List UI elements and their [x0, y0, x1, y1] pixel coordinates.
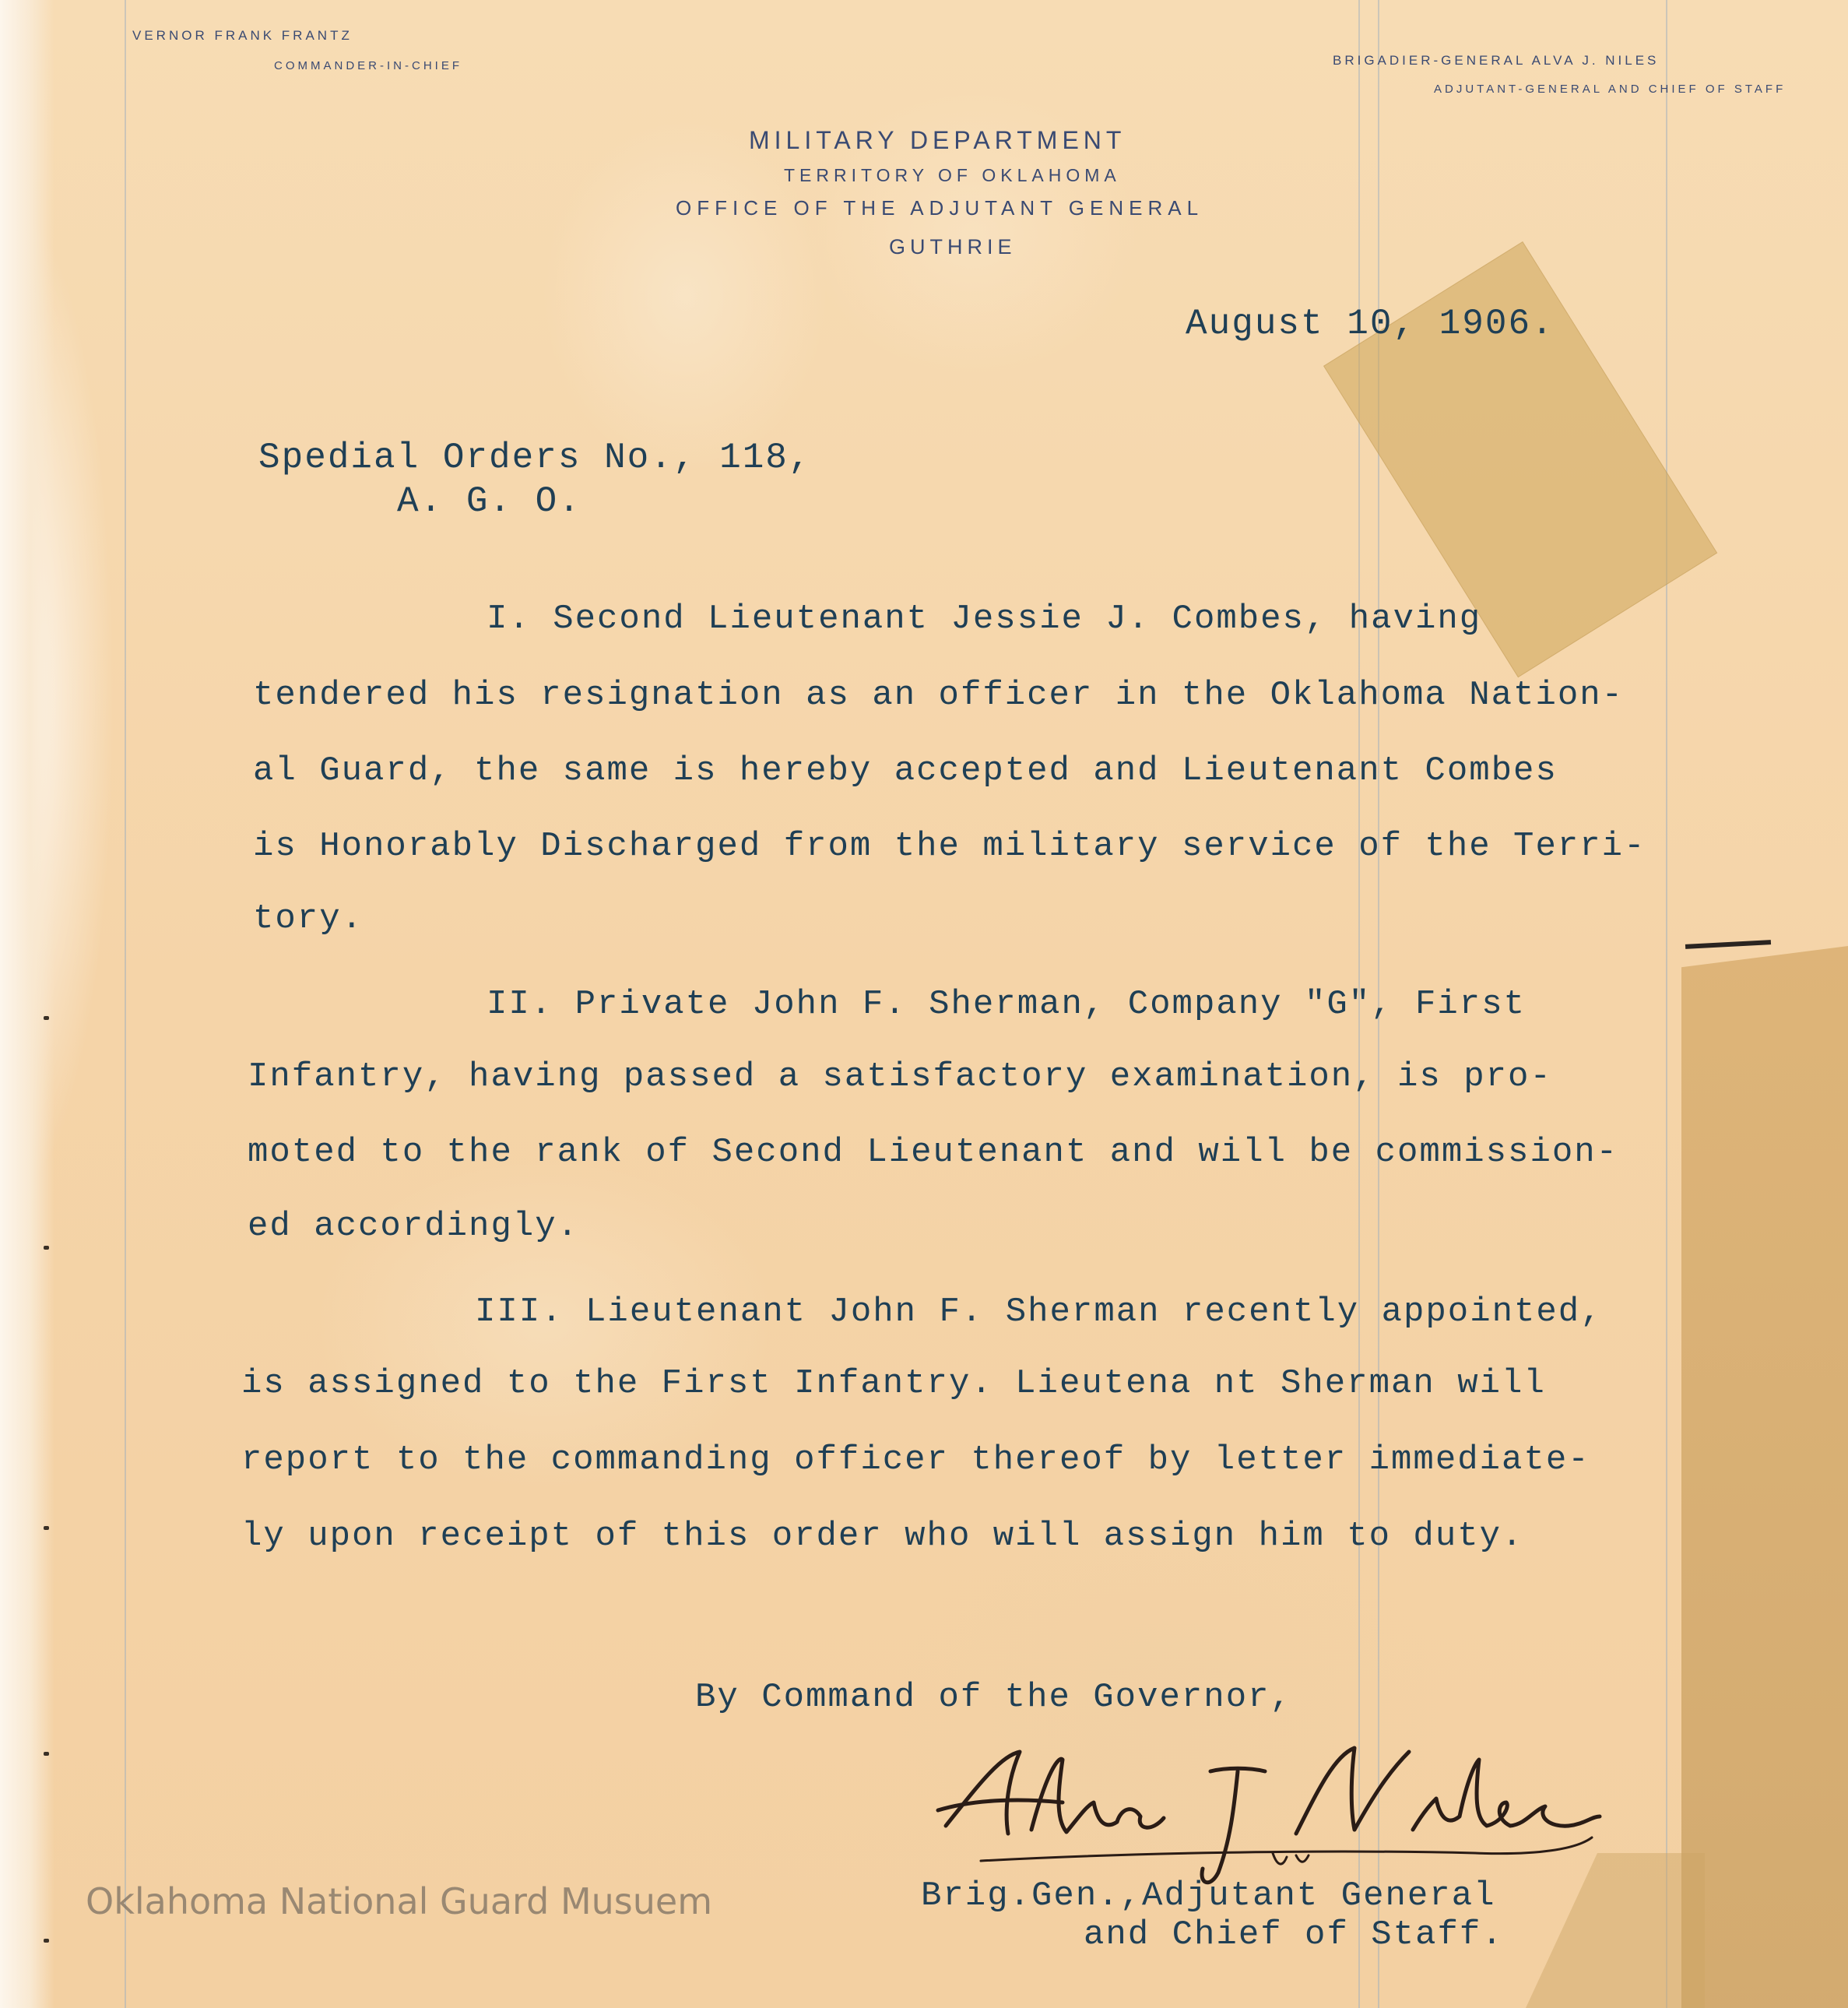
- signature-stroke: [1202, 1771, 1238, 1883]
- paragraph-2-line: moted to the rank of Second Lieutenant and will be commission-: [248, 1133, 1619, 1172]
- paper-left-edge: [0, 0, 54, 2008]
- signature-stroke: [1273, 1853, 1287, 1864]
- signature-stroke: [938, 1800, 1063, 1810]
- paragraph-3-line: ly upon receipt of this order who will assign him to duty.: [241, 1517, 1524, 1556]
- paragraph-1-line: tendered his resignation as an officer in the Oklahoma Nation-: [253, 676, 1625, 715]
- title-line-2: and Chief of Staff.: [1084, 1915, 1504, 1954]
- binder-hole: [44, 1246, 49, 1250]
- signature-stroke: [1296, 1748, 1409, 1834]
- paragraph-2-line: ed accordingly.: [248, 1207, 580, 1246]
- paragraph-2-line: Infantry, having passed a satisfactory examination, is pro-: [248, 1057, 1552, 1096]
- general-title: ADJUTANT-GENERAL AND CHIEF OF STAFF: [1434, 83, 1787, 96]
- binder-hole: [44, 1752, 49, 1756]
- signature-stroke: [1031, 1759, 1164, 1832]
- signature-stroke: [946, 1752, 1020, 1834]
- order-date: August 10, 1906.: [1186, 304, 1555, 344]
- paragraph-1-line: tory.: [253, 899, 364, 938]
- general-name: BRIGADIER-GENERAL ALVA J. NILES: [1333, 53, 1660, 68]
- governor-title: COMMANDER-IN-CHIEF: [274, 59, 462, 72]
- title-line-1: Brig.Gen.,Adjutant General: [921, 1876, 1496, 1915]
- department-title: MILITARY DEPARTMENT: [749, 126, 1126, 154]
- office-line: OFFICE OF THE ADJUTANT GENERAL: [676, 196, 1204, 220]
- binder-hole: [44, 1939, 49, 1943]
- order-number: Spedial Orders No., 118,: [258, 438, 812, 478]
- paragraph-3-line: III. Lieutenant John F. Sherman recently appointed,: [475, 1292, 1603, 1331]
- signature-stroke: [1413, 1760, 1600, 1830]
- paragraph-2-line: II. Private John F. Sherman, Company "G", First: [487, 985, 1527, 1024]
- city-line: GUTHRIE: [889, 235, 1017, 258]
- signature-stroke: [1296, 1855, 1309, 1862]
- command-line: By Command of the Governor,: [695, 1678, 1292, 1717]
- paragraph-1-line: al Guard, the same is hereby accepted and Lieutenant Combes: [253, 751, 1558, 790]
- governor-name: VERNOR FRANK FRANTZ: [132, 28, 353, 43]
- tape-strip-right: [1681, 946, 1848, 2008]
- paragraph-1-line: I. Second Lieutenant Jessie J. Combes, having: [487, 600, 1482, 638]
- binder-hole: [44, 1016, 49, 1020]
- paragraph-3-line: report to the commanding officer thereof by letter immediate-: [241, 1440, 1590, 1479]
- paragraph-3-line: is assigned to the First Infantry. Lieutena nt Sherman will: [241, 1364, 1546, 1403]
- ruled-line: [125, 0, 126, 2008]
- tape-edge-mark: [1685, 940, 1771, 949]
- watermark: Oklahoma National Guard Musuem: [86, 1880, 713, 1922]
- signature: [930, 1725, 1615, 1896]
- territory-line: TERRITORY OF OKLAHOMA: [784, 165, 1121, 185]
- office-code: A. G. O.: [397, 481, 581, 522]
- binder-hole: [44, 1526, 49, 1530]
- ruled-line: [1666, 0, 1667, 2008]
- paragraph-1-line: is Honorably Discharged from the military service of the Terri-: [253, 827, 1646, 866]
